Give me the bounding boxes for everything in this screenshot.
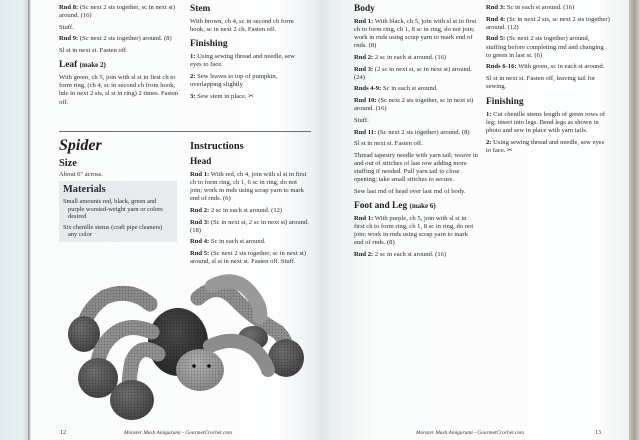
foot-leg-heading: Foot and Leg (make 6) [354,201,436,212]
book-edge-right [629,0,640,440]
leg-rnd-5: Rnd 5: (Sc next 2 sts together) around, stuffing before completing rnd and changing to green in last st. (6) [486,35,604,59]
finishing-step-2: 2: Sew leaves to top of pumpkin, overlapping slightly [190,72,278,89]
leg-rnd-4: Rnd 4: (Sc in next 2 sts, sc next 2 sts together) around. (12) [486,15,610,31]
fasten-off: Sl st in next st. Fasten off. [59,47,128,55]
body-stuff: Stuff. [354,116,369,124]
body-column [354,4,478,263]
body-thread: Thread tapestry needle with yarn tail; weave in and out of stitches of last row adding more stuffing if needed. Pull yarn tail to close opening; take small stitches to secure. [354,151,478,184]
body-rnds-4-9: Rnds 4-9: Sc in each st around. [354,85,438,93]
leg-finishing-column [486,4,610,159]
stem-text: With brown, ch 4, sc in second ch form hook, sc in next 2 ch. Fasten off. [190,18,294,34]
finishing-heading: Finishing [190,39,228,50]
finishing-right-step-2: 2: Using sewing thread and needle, sew eyes to face. ✂ [486,139,605,155]
rnd-9: Rnd 9: (Sc next 2 sts together) around. (8) [59,35,172,43]
stem-heading: Stem [190,4,211,14]
finishing-step-1: 1: Using sewing thread and needle, sew eyes to face. [190,53,295,69]
size-text: About 6" across. [59,171,103,178]
spider-eye [207,364,211,368]
size-heading: Size [59,158,77,169]
spider-eye [192,364,196,368]
body-fasten: Sl st in next st. Fasten off. [354,140,423,148]
rnd-8: Rnd 8: (Sc next 2 sts together, sc in next st) around. (16) [59,4,176,20]
stuff-note: Stuff. [59,23,74,31]
finishing-right-step-1: 1: Cut chenille stems length of green rows of leg; insert into legs. Bend legs as shown in photo and sew in place with yarn tails. [486,111,606,135]
leg-rnd-1: Rnd 1: With purple, ch 5, join with sl st in first ch to form ring, ch 1, 8 sc in ring, do not join; work in rnds using scrap yarn to mark end of rnds. (8) [354,215,474,247]
body-heading: Body [354,4,375,14]
footer-left: Monster Mash Amigurumi - GourmetCrochet.com [124,430,232,436]
spider-instructions-column [190,141,310,270]
page-number-left: 12 [60,430,66,436]
materials-item: Small amounts red, black, green and purple worsted-weight yarn or colors desired [63,198,163,221]
body-rnd-3: Rnd 3: (2 sc in next st, sc in next st) around. (24) [354,65,472,81]
stem-finishing-column [190,4,308,104]
spider-intro [59,137,179,183]
scan-margin-left [0,0,28,440]
pumpkin-continued-column [59,4,181,110]
head-rnd-2: Rnd 2: 2 sc in each st around. (12) [190,206,283,214]
materials-box [59,181,177,242]
materials-item: Six chenille stems (craft pipe cleaners) any color [63,223,163,239]
body-sew: Sew last rnd of head over last rnd of body. [354,187,466,195]
head-rnd-1: Rnd 1: With red, ch 4, join with sl st in first ch to form ring, ch 1, 6 sc in ring, do not join; work in rnds using scrap yarn to mark end of rnds. (6) [190,171,307,203]
spider-photo [40,262,320,422]
spider-title: Spider [59,137,102,154]
leg-fasten: Sl st in next st. Fasten off, leaving tail for sewing. [486,75,596,91]
leg-rnds-6-16: Rnds 6-16: With green, sc in each st around. [486,63,605,71]
footer-right: Monster Mash Amigurumi - GourmetCrochet.com [416,430,524,436]
body-rnd-2: Rnd 2: 2 sc in each st around. (16) [354,53,447,61]
body-rnd-11: Rnd 11: (Sc next 2 sts together) around. (8) [354,128,470,136]
leg-rnd-3: Rnd 3: Sc in each st around. (16) [486,4,575,11]
leg-rnd-2: Rnd 2: 2 sc in each st around. (16) [354,251,447,258]
head-rnd-3: Rnd 3: (Sc in next st, 2 sc in next st) around. (18) [190,218,309,234]
section-divider [59,131,311,132]
instructions-heading: Instructions [190,141,244,152]
materials-heading: Materials [63,184,106,195]
finishing-heading-right: Finishing [486,97,524,108]
leaf-heading: Leaf (make 2) [59,60,106,71]
page-number-right: 13 [595,430,601,436]
body-rnd-10: Rnd 10: (Sc next 2 sts together, sc in next st) around. (16) [354,97,474,113]
finishing-step-3: 3: Sew stem in place. ✂ [190,92,254,100]
leaf-text: With green, ch 5, join with sl st in first ch to form ring, (ch 4, sc in second ch from hook, hdc in next 2 sts, sl st in ring) 2 times. Fasten off. [59,74,179,106]
head-heading: Head [190,157,212,167]
head-rnd-5: Rnd 5: (Sc next 2 sts together, sc in next st) around, sl st in next st. Fasten off. Stuff. [190,250,307,266]
head-rnd-4: Rnd 4: Sc in each st around. [190,238,266,246]
body-rnd-1: Rnd 1: With black, ch 5, join with sl st in first ch to form ring, ch 1, 8 sc in ring, do not join; work in rnds using scrap yarn to mark end of rnds. (8) [354,18,477,50]
